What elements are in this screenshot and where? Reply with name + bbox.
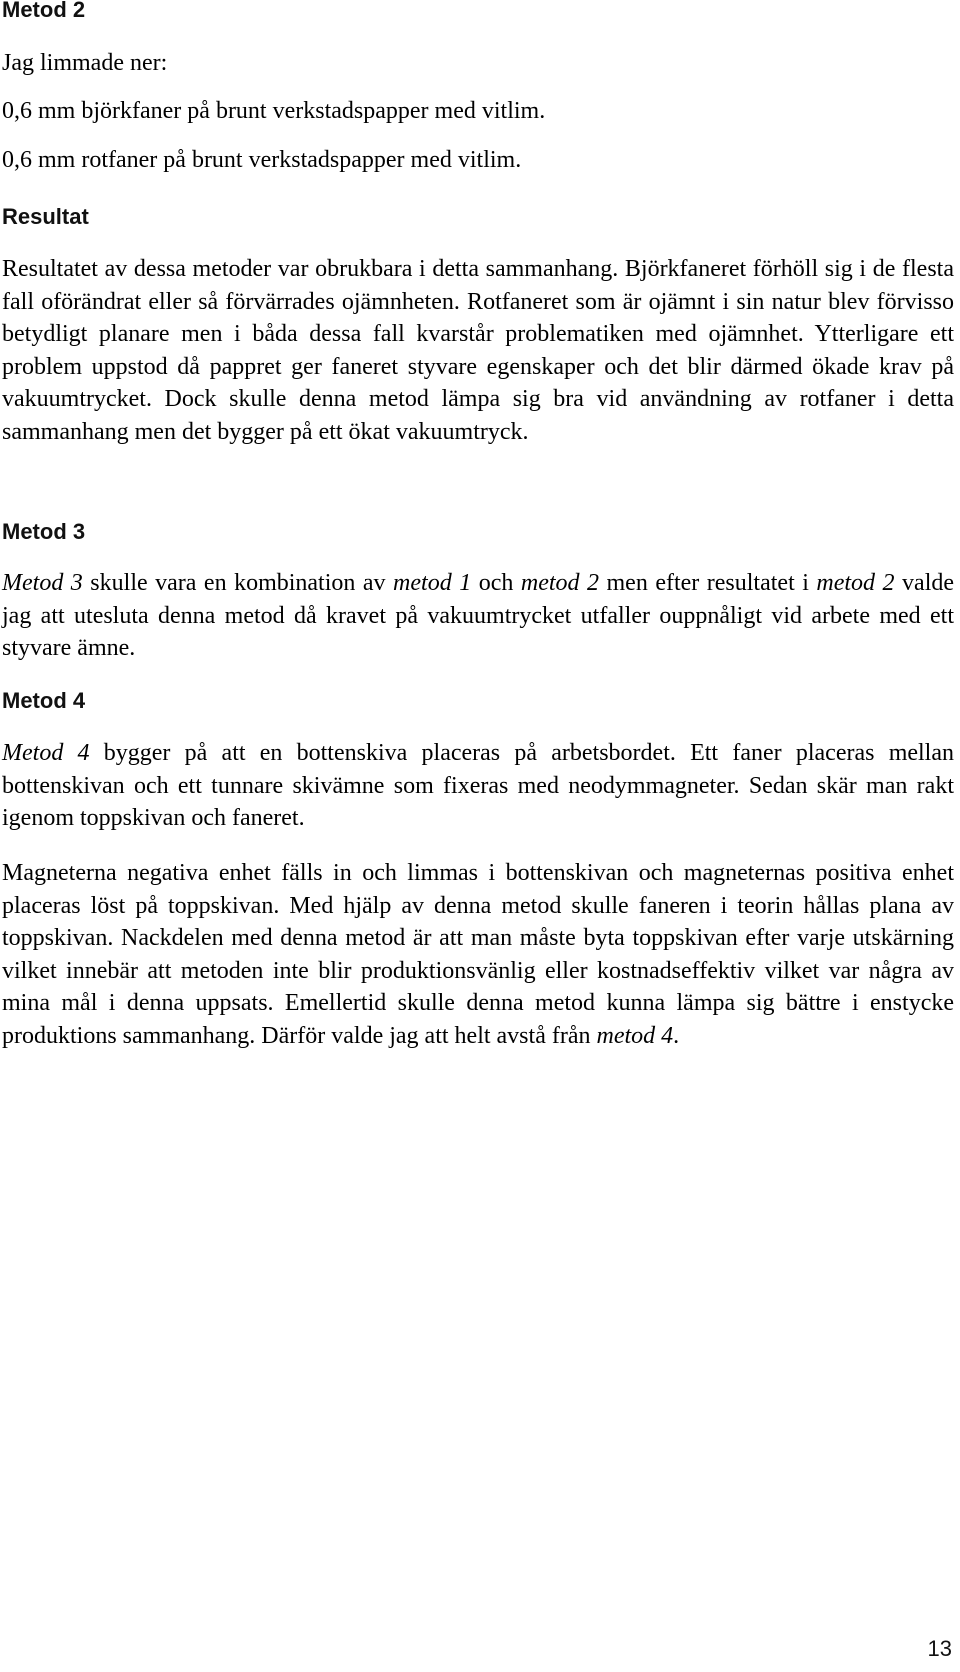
paragraph-metod-3 — [2, 567, 954, 665]
heading-metod-2: Metod 2 — [2, 0, 86, 22]
heading-metod-3: Metod 3 — [2, 519, 86, 544]
heading-resultat: Resultat — [2, 204, 89, 229]
paragraph-metod-4-magnets — [2, 857, 954, 1052]
text-run: . — [673, 1022, 680, 1049]
heading-metod-4: Metod 4 — [2, 688, 86, 713]
italic-method-ref: Metod 3 — [2, 570, 83, 596]
list-item-birch-veneer: 0,6 mm björkfaner på brunt verkstadspapper med vitlim. — [2, 98, 546, 124]
paragraph-glued-intro: Jag limmade ner: — [2, 50, 168, 76]
text-run: valde jag att utesluta denna metod då kravet på vakuumtrycket utfaller ouppnåligt vid arbete med ett styvare ämne. — [2, 570, 955, 661]
text-run: men efter resultatet i — [599, 570, 817, 596]
italic-method-ref: metod 2 — [520, 570, 600, 596]
italic-method-ref: metod 1 — [393, 570, 472, 596]
text-run: Magneterna negativa enhet fälls in och limmas i bottenskivan och magneternas positiva enhet placeras löst på toppskivan. Med hjälp av denna metod skulle faneren i teorin hållas plana av toppskivan. Nackdelen med denna metod är att man måste byta toppskivan efter varje utskärning vilket innebär att metoden inte blir produktionsvänlig eller kostnadseffektiv vilket var några av mina mål i denna uppsats. Emellertid skulle denna metod kunna lämpa sig bättre i enstycke produktions sammanhang. Därför valde jag att helt avstå från — [2, 860, 954, 1049]
text-run: skulle vara en kombination av — [82, 570, 394, 596]
paragraph-metod-4-description — [2, 737, 954, 835]
page-number: 13 — [927, 1636, 952, 1661]
italic-method-ref: Metod 4 — [2, 740, 90, 766]
text-run: bygger på att en bottenskiva placeras på arbetsbordet. Ett faner placeras mellan bottenskivan och ett tunnare skivämne som fixeras med neodymmagneter. Sedan skär man rakt igenom toppskivan och faneret. — [2, 740, 954, 831]
paragraph-resultat: Resultatet av dessa metoder var obrukbara i detta sammanhang. Björkfaneret förhöll sig i de flesta fall oförändrat eller så förvärrades ojämnheten. Rotfaneret som är ojämnt i sin natur blev förvisso betydligt planare men i båda dessa fall kvarstår problematiken med ojämnhet. Ytterligare ett problem uppstod då pappret ger faneret styvare egenskaper och det blir därmed ökade krav på vakuumtrycket. Dock skulle denna metod lämpa sig bra vid användning av rotfaner i detta sammanhang men det bygger på ett ökat vakuumtryck. — [2, 256, 954, 445]
italic-method-ref: metod 2 — [816, 570, 895, 596]
italic-method-ref: metod 4 — [596, 1022, 674, 1049]
text-run: och — [471, 570, 521, 596]
list-item-root-veneer: 0,6 mm rotfaner på brunt verkstadspapper med vitlim. — [2, 147, 522, 173]
